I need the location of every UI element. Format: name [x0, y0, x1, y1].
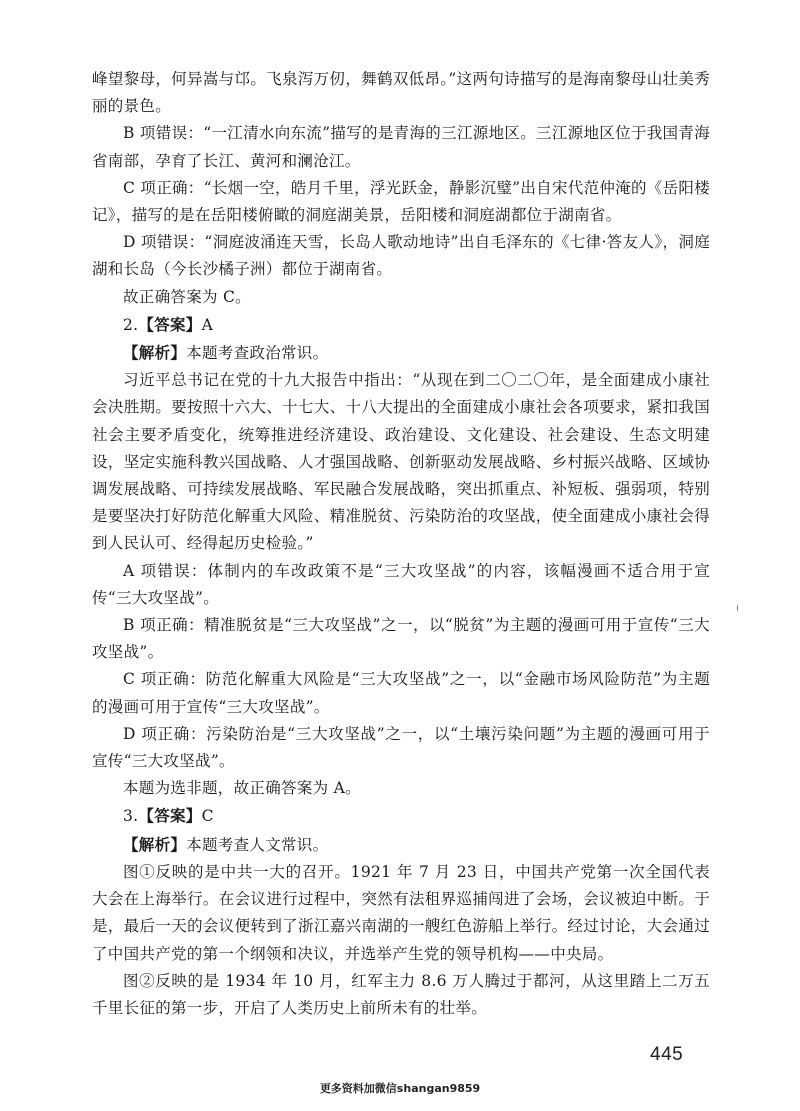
paragraph-option-d-q1: D 项错误：“洞庭波涌连天雪，长岛人歌动地诗”出自毛泽东的《七律·答友人》，洞庭湖和长岛（今长沙橘子洲）都位于湖南省。: [92, 233, 710, 279]
document-body: [92, 66, 710, 1022]
paragraph-quote-q2: 习近平总书记在党的十九大报告中指出：“从现在到二〇二〇年，是全面建成小康社会决胜期。要按照十六大、十七大、十八大提出的全面建成小康社会各项要求，紧扣我国社会主要矛盾变化，统筹推进经济建设、政治建设、文化建设、社会建设、生态文明建设，坚定实施科教兴国战略、人才强国战略、创新驱动发展战略、乡村振兴战略、区域协调发展战略、可持续发展战略、军民融合发展战略，突出抓重点、补短板、强弱项，特别是要坚决打好防范化解重大风险、精准脱贫、污染防治的攻坚战，使全面建成小康社会得到人民认可、经得起历史检验。”: [92, 371, 710, 553]
paragraph-answer-q1: 故正确答案为 C。: [123, 287, 251, 306]
answer-label: 【答案】: [138, 806, 202, 826]
paragraph-figure-2-q3: 图②反映的是 1934 年 10 月，红军主力 8.6 万人腾过于都河，从这里踏上二万五千里长征的第一步，开启了人类历史上前所未有的壮举。: [92, 971, 710, 1017]
paragraph-option-d-q2: D 项正确：污染防治是“三大攻坚战”之一，以“土壤污染问题”为主题的漫画可用于宣传“三大攻坚战”。: [92, 724, 710, 771]
analysis-label: 【解析】: [123, 834, 187, 854]
margin-mark: [737, 605, 738, 611]
analysis-heading-q2: [92, 339, 710, 367]
analysis-text: 本题考查人文常识。: [186, 835, 329, 854]
analysis-text: 本题考查政治常识。: [186, 344, 329, 363]
paragraph-continuation: 峰望黎母，何异嵩与邙。飞泉泻万仞，舞鹤双低昂。”这两句诗描写的是海南黎母山壮美秀丽的景色。: [92, 70, 710, 116]
paragraph-figure-1-q3: 图①反映的是中共一大的召开。1921 年 7 月 23 日，中国共产党第一次全国代表大会在上海举行。在会议进行过程中，突然有法租界巡捕闯进了会场，会议被迫中断。于是，最后一天的会议便转到了浙江嘉兴南湖的一艘红色游船上举行。经过讨论，大会通过了中国共产党的第一个纲领和决议，并选举产生党的领导机构——中央局。: [92, 862, 710, 963]
answer-heading-q2: [92, 311, 710, 339]
analysis-label: 【解析】: [123, 343, 187, 363]
question-number: 2.: [123, 315, 139, 334]
answer-value: A: [201, 315, 214, 334]
paragraph-option-b-q2: B 项正确：精准脱贫是“三大攻坚战”之一，以“脱贫”为主题的漫画可用于宣传“三大攻坚战”。: [92, 616, 710, 662]
answer-label: 【答案】: [138, 314, 202, 334]
paragraph-option-a-q2: A 项错误：体制内的车改政策不是“三大攻坚战”的内容，该幅漫画不适合用于宣传“三大攻坚战”。: [92, 561, 710, 607]
paragraph-option-c-q2: C 项正确：防范化解重大风险是“三大攻坚战”之一，以“金融市场风险防范”为主题的漫画可用于宣传“三大攻坚战”。: [92, 670, 710, 716]
footer-note: 更多资料加微信shangan9859: [319, 1082, 481, 1095]
answer-heading-q3: [92, 802, 710, 830]
answer-value: C: [201, 807, 214, 826]
page-number: 445: [650, 1044, 684, 1065]
paragraph-option-c-q1: C 项正确：“长烟一空，皓月千里，浮光跃金，静影沉璧”出自宋代范仲淹的《岳阳楼记》，描写的是在岳阳楼俯瞰的洞庭湖美景，岳阳楼和洞庭湖都位于湖南省。: [92, 178, 710, 225]
analysis-heading-q3: [92, 831, 710, 859]
paragraph-option-b-q1: B 项错误：“一江清水向东流”描写的是青海的三江源地区。三江源地区位于我国青海省南部，孕育了长江、黄河和澜沧江。: [92, 124, 710, 170]
question-number: 3.: [123, 807, 139, 826]
paragraph-answer-q2: 本题为选非题，故正确答案为 A。: [123, 779, 361, 798]
